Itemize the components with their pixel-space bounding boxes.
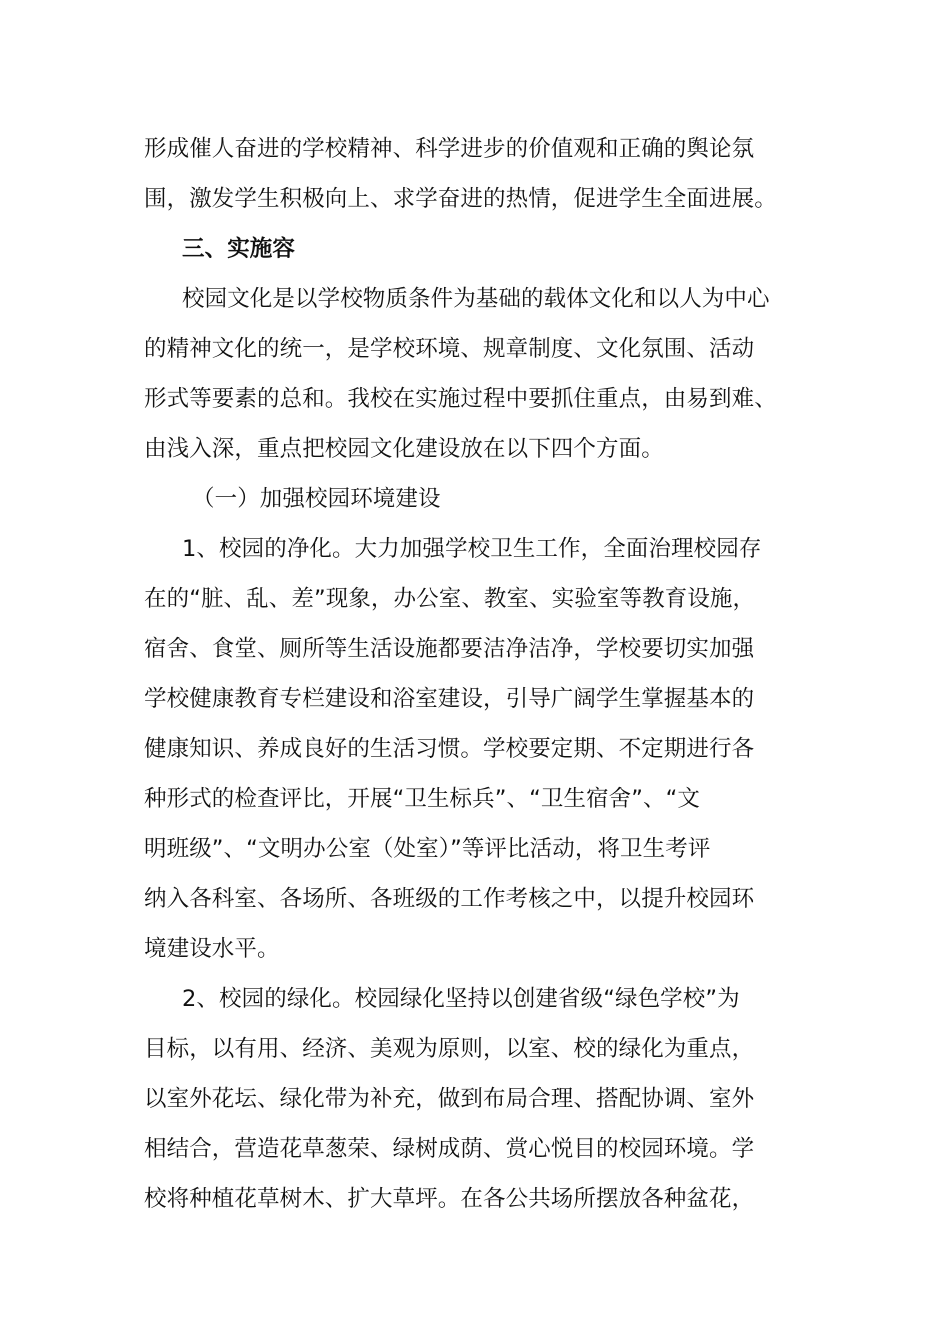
text-line: 的精神文化的统一，是学校环境、规章制度、文化氛围、活动 bbox=[144, 336, 755, 362]
text-line: 健康知识、养成良好的生活习惯。学校要定期、不定期进行各 bbox=[144, 736, 755, 762]
text-line: 在的“脏、乱、差”现象，办公室、教室、实验室等教育设施， bbox=[144, 586, 756, 612]
text-line: 学校健康教育专栏建设和浴室建设，引导广阔学生掌握基本的 bbox=[144, 686, 755, 712]
text-line: 2、校园的绿化。校园绿化坚持以创建省级“绿色学校”为 bbox=[182, 986, 740, 1012]
text-line: 宿舍、食堂、厕所等生活设施都要洁净洁净，学校要切实加强 bbox=[144, 636, 755, 662]
section-heading: 三、实施容 bbox=[182, 236, 296, 262]
text-line: 以室外花坛、绿化带为补充，做到布局合理、搭配协调、室外 bbox=[144, 1086, 755, 1112]
text-line: 种形式的检查评比，开展“卫生标兵”、“卫生宿舍”、“文 bbox=[144, 786, 700, 812]
text-line: 明班级”、“文明办公室（处室）”等评比活动，将卫生考评 bbox=[144, 836, 711, 862]
text-line: 校将种植花草树木、扩大草坪。在各公共场所摆放各种盆花， bbox=[144, 1186, 755, 1212]
text-line: 境建设水平。 bbox=[144, 936, 280, 962]
text-line: 纳入各科室、各场所、各班级的工作考核之中，以提升校园环 bbox=[144, 886, 755, 912]
text-line: 目标，以有用、经济、美观为原则，以室、校的绿化为重点， bbox=[144, 1036, 755, 1062]
text-line: 相结合，营造花草葱荣、绿树成荫、赏心悦目的校园环境。学 bbox=[144, 1136, 755, 1162]
text-line: 围，激发学生积极向上、求学奋进的热情，促进学生全面进展。 bbox=[144, 186, 777, 212]
subsection-heading: （一）加强校园环境建设 bbox=[192, 486, 441, 512]
text-line: 形成催人奋进的学校精神、科学进步的价值观和正确的舆论氛 bbox=[144, 136, 755, 162]
text-line: 由浅入深，重点把校园文化建设放在以下四个方面。 bbox=[144, 436, 664, 462]
text-line: 校园文化是以学校物质条件为基础的载体文化和以人为中心 bbox=[182, 286, 770, 312]
text-line: 1、校园的净化。大力加强学校卫生工作，全面治理校园存 bbox=[182, 536, 762, 562]
text-line: 形式等要素的总和。我校在实施过程中要抓住重点，由易到难、 bbox=[144, 386, 777, 412]
